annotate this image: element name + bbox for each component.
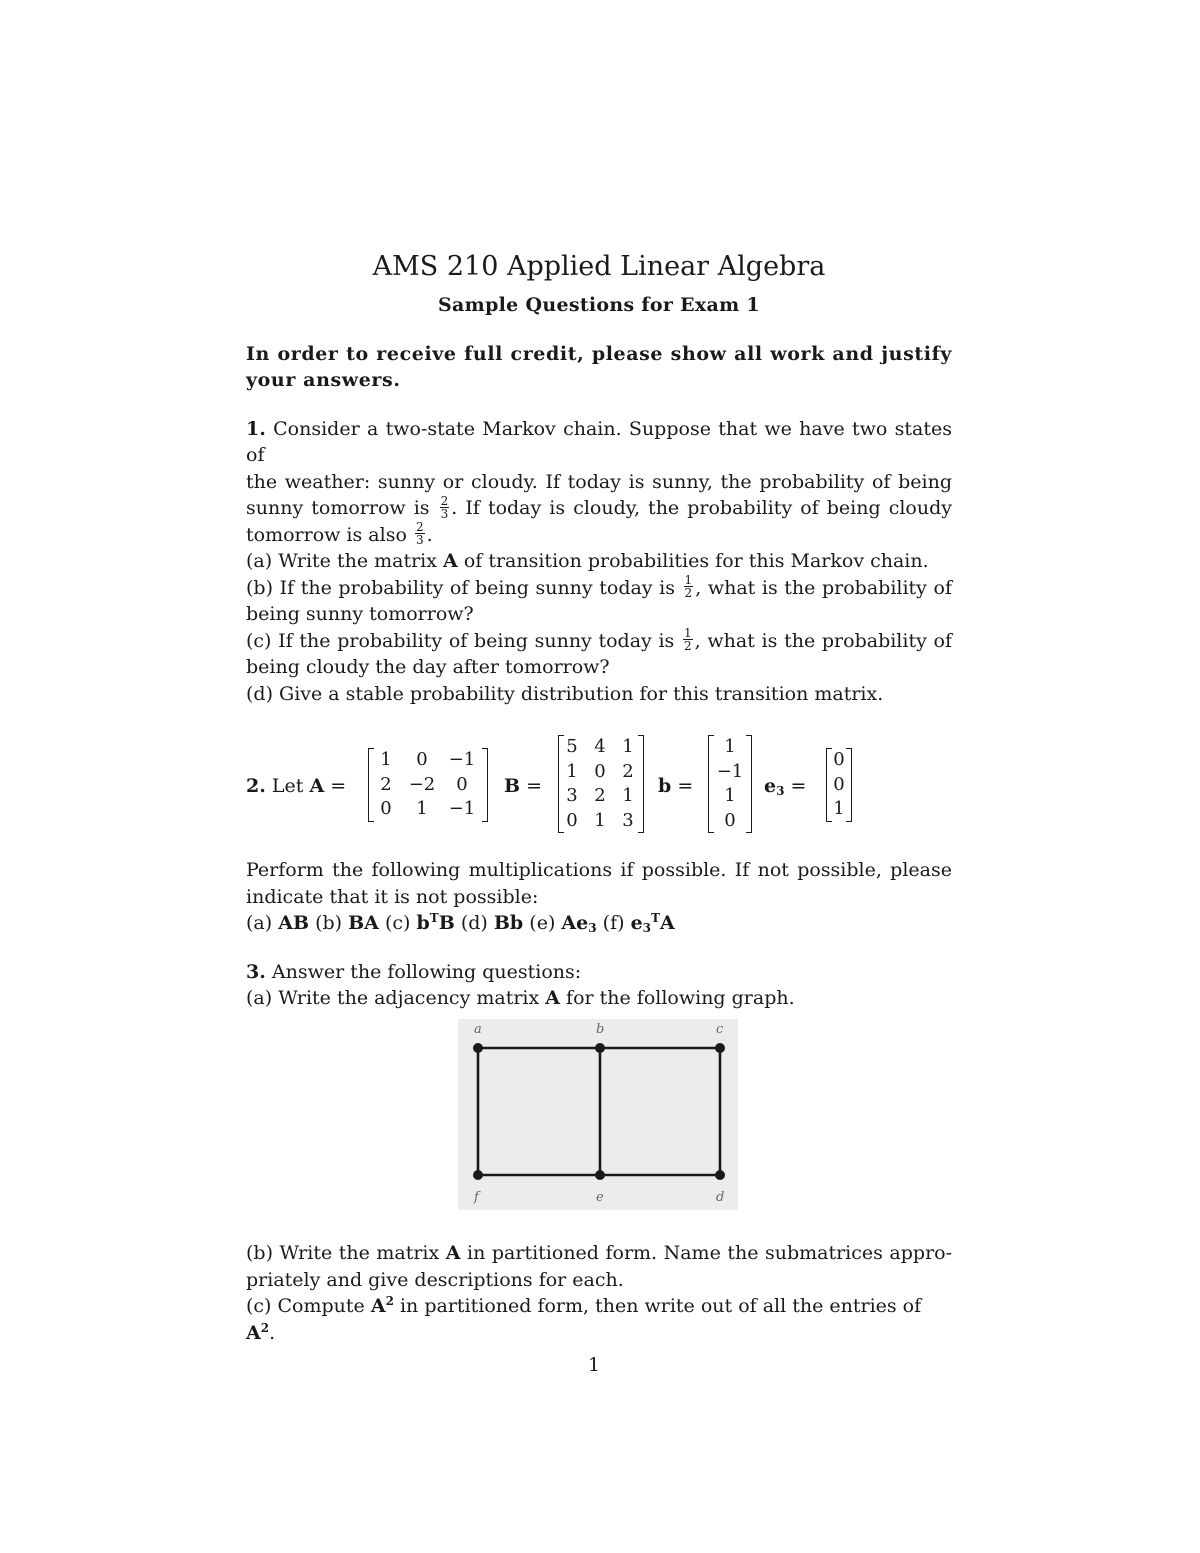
- q3-intro: Answer the following questions:: [271, 960, 582, 983]
- q3-part-c-text: (c) Compute: [246, 1295, 365, 1317]
- q2-part-d-expr: Bb: [493, 912, 524, 934]
- frac-num: 1: [684, 573, 693, 587]
- q2-parts: [246, 910, 952, 937]
- fraction-two-thirds: [440, 495, 450, 520]
- question-3: [246, 959, 952, 1012]
- superscript: T: [651, 911, 660, 925]
- equals-sign: =: [677, 775, 694, 797]
- question-1: [246, 416, 952, 708]
- matrix-symbol: A: [443, 550, 458, 572]
- q2-part-e-expr: Ae: [561, 912, 589, 934]
- q1-line-1: [246, 416, 952, 469]
- q2-part-f-expr-2: A: [659, 912, 675, 934]
- frac-den: 2: [684, 639, 692, 653]
- matrix-A-cell: 0: [416, 749, 428, 770]
- q2-part-b-label: (b): [315, 912, 343, 934]
- graph-figure: [458, 1019, 738, 1210]
- q1-line-4: tomorrow is also $\frac{2}{3}$ .: [246, 520, 433, 547]
- q1-part-c-line-2: being cloudy the day after tomorrow?: [246, 656, 610, 678]
- vector-b-cell: 1: [724, 785, 736, 806]
- superscript: 2: [260, 1320, 270, 1335]
- q1-part-a: [246, 548, 952, 575]
- matrix-B-cell: 1: [622, 785, 634, 806]
- q2-part-c-expr-2: B: [438, 912, 455, 934]
- q2-number: 2.: [246, 775, 266, 797]
- vector-b-symbol: b: [658, 775, 672, 797]
- q1-line-3: [246, 495, 952, 522]
- instructions: In order to receive full credit, please show all work and justify your answers.: [246, 342, 952, 391]
- vector-b-label: [658, 773, 693, 800]
- graph-label-d: d: [716, 1190, 725, 1205]
- graph-node-a: [473, 1043, 483, 1053]
- q2-part-c-label: (c): [384, 912, 411, 934]
- q1-part-c-text: (c) If the probability of being sunny today is: [246, 629, 675, 652]
- matrix-A-cell: 1: [416, 798, 428, 819]
- q2-part-e-label: (e): [529, 912, 556, 934]
- vector-b-cell: −1: [716, 760, 744, 782]
- q2-part-a-label: (a): [246, 912, 273, 934]
- matrix-B-label: [504, 773, 542, 800]
- matrix-B-cell: 3: [622, 809, 634, 831]
- q1-part-b-rest: , what is the probability of: [695, 576, 952, 599]
- graph-node-c: [715, 1043, 725, 1053]
- vector-b: [708, 735, 752, 833]
- superscript: T: [429, 911, 439, 925]
- matrix-symbol: A: [445, 1242, 461, 1264]
- vector-b-cell: 0: [724, 809, 736, 831]
- subscript: 3: [642, 921, 652, 935]
- q1-part-b-line-2: being sunny tomorrow?: [246, 603, 474, 625]
- matrix-B: [558, 735, 644, 833]
- graph-node-e: [595, 1170, 605, 1180]
- q1-text-1: Consider a two-state Markov chain. Suppose that we have two states of: [246, 417, 952, 466]
- graph-label-e: e: [596, 1190, 604, 1205]
- question-3-continued: [246, 1240, 952, 1346]
- q1-part-c-rest: , what is the probability of: [694, 629, 952, 652]
- subscript: 3: [776, 784, 785, 798]
- graph-label-b: b: [596, 1022, 605, 1037]
- matrix-B-cell: 3: [566, 785, 578, 806]
- matrix-A-label: A: [309, 775, 325, 797]
- question-2-matrices: [246, 729, 952, 841]
- vector-e-symbol: e: [764, 775, 777, 797]
- q2-part-a-expr: AB: [278, 912, 310, 934]
- matrix-B-cell: 0: [566, 809, 578, 831]
- q1-part-a-text: (a) Write the matrix: [246, 550, 437, 572]
- matrix-B-cell: 5: [566, 736, 578, 757]
- matrix-symbol: A: [545, 987, 560, 1009]
- matrix-symbol: A: [370, 1295, 386, 1317]
- fraction-two-thirds: [415, 521, 425, 546]
- q3-part-b-line-2: priately and give descriptions for each.: [246, 1268, 624, 1291]
- vector-b-cell: 1: [724, 736, 736, 757]
- matrix-A-cell: −2: [408, 773, 436, 795]
- frac-num: 2: [415, 520, 424, 534]
- graph-label-c: c: [716, 1022, 724, 1037]
- q2-part-d-label: (d): [460, 912, 488, 934]
- q1-number: 1.: [246, 417, 266, 440]
- superscript: 2: [385, 1294, 394, 1308]
- q2-let-label: [246, 773, 346, 800]
- vector-e3-label: [764, 773, 806, 800]
- subscript: 3: [588, 921, 597, 935]
- q2-part-f-expr: e: [630, 912, 643, 934]
- q1-line-2: the weather: sunny or cloudy. If today is sunny, the probability of being: [246, 470, 952, 493]
- q3-line-1: [246, 959, 952, 986]
- q2-part-c-expr: b: [416, 912, 430, 934]
- matrix-B-cell: 1: [622, 736, 634, 757]
- graph-node-d: [715, 1170, 725, 1180]
- q3-part-b-text: (b) Write the matrix: [246, 1242, 440, 1264]
- matrix-A-cell: 0: [456, 773, 468, 795]
- q2-let: Let: [271, 775, 304, 797]
- vector-e3-cell: 0: [833, 773, 845, 795]
- matrix-B-symbol: B: [504, 775, 521, 797]
- q2-part-b-expr: BA: [348, 912, 379, 934]
- graph-label-a: a: [474, 1022, 482, 1037]
- q3-part-a-rest: for the following graph.: [566, 987, 795, 1009]
- q1-part-a-rest: of transition probabilities for this Markov chain.: [463, 550, 929, 572]
- fraction-half: [683, 627, 693, 652]
- q1-part-b-line-1: [246, 575, 952, 602]
- q3-part-a-text: (a) Write the adjacency matrix: [246, 987, 540, 1009]
- q3-part-c-rest: in partitioned form, then write out of all the entries of: [399, 1295, 922, 1317]
- page-title: AMS 210 Applied Linear Algebra: [372, 251, 826, 282]
- page-subtitle: Sample Questions for Exam 1: [438, 294, 760, 316]
- equals-sign: =: [330, 775, 347, 797]
- q2-line-2: indicate that it is not possible:: [246, 885, 539, 908]
- matrix-B-cell: 2: [594, 785, 606, 806]
- matrix-A-cell: 2: [380, 773, 392, 795]
- matrix-A-cell: 0: [380, 798, 392, 819]
- fraction-half: [684, 574, 694, 599]
- period: .: [269, 1321, 276, 1344]
- page-number: 1: [588, 1354, 601, 1376]
- matrix-B-cell: 4: [594, 736, 606, 757]
- graph-node-b: [595, 1043, 605, 1053]
- matrix-B-cell: 2: [622, 760, 634, 782]
- vector-e3-cell: 1: [833, 798, 845, 819]
- graph-node-f: [473, 1170, 483, 1180]
- vector-e3: [826, 748, 852, 822]
- q3-part-c: [246, 1293, 952, 1346]
- q1-text-3b: . If today is cloudy, the probability of being cloudy: [451, 497, 952, 519]
- matrix-B-cell: 0: [594, 760, 606, 782]
- document-page: [246, 250, 952, 1012]
- graph-svg: [458, 1019, 738, 1210]
- q2-line-1: Perform the following multiplications if possible. If not possible, please: [246, 859, 952, 881]
- matrix-B-cell: 1: [594, 809, 606, 831]
- frac-den: 3: [440, 506, 449, 521]
- q3-number: 3.: [246, 960, 266, 983]
- matrix-A: [368, 748, 488, 822]
- matrix-A-cell: −1: [448, 749, 476, 770]
- q3-part-b-line-1: [246, 1240, 952, 1267]
- q3-part-b-rest: in partitioned form. Name the submatrices appro-: [467, 1242, 953, 1264]
- vector-e3-cell: 0: [833, 749, 845, 770]
- frac-num: 1: [684, 626, 692, 640]
- equals-sign: =: [526, 775, 543, 797]
- q1-text-4a: tomorrow is also: [246, 523, 407, 546]
- frac-den: 2: [684, 586, 693, 600]
- question-2-text: [246, 857, 952, 937]
- q1-part-c-line-1: [246, 628, 952, 655]
- equals-sign: =: [790, 775, 807, 797]
- q1-part-d: (d) Give a stable probability distribution for this transition matrix.: [246, 682, 884, 705]
- q1-text-3a: sunny tomorrow is: [246, 497, 430, 519]
- q1-part-b-text: (b) If the probability of being sunny today is: [246, 576, 675, 599]
- graph-label-f: f: [474, 1190, 479, 1205]
- matrix-B-cell: 1: [566, 760, 578, 782]
- matrix-A-cell: −1: [448, 798, 476, 819]
- matrix-symbol: A: [246, 1321, 261, 1344]
- matrix-A-cell: 1: [380, 749, 392, 770]
- q2-part-f-label: (f): [602, 912, 625, 934]
- frac-num: 2: [440, 493, 449, 508]
- frac-den: 3: [415, 533, 424, 547]
- q3-part-a: [246, 985, 952, 1012]
